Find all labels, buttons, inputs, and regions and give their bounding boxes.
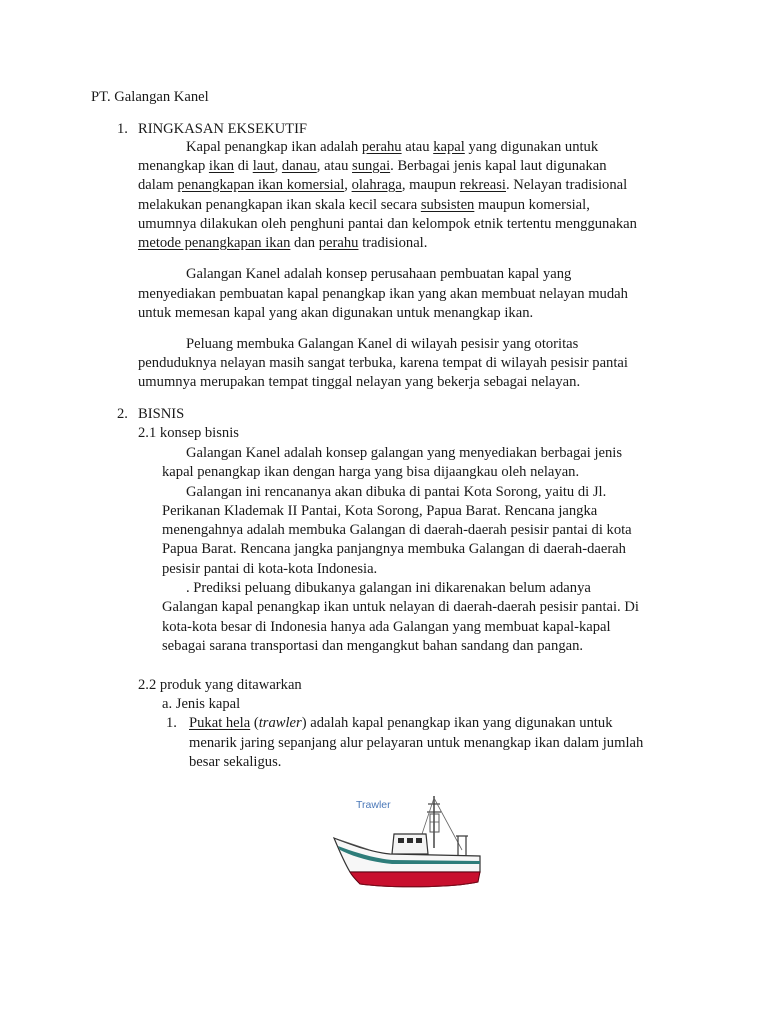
s2-p2-line5: pesisir pantai di kota-kota Indonesia.	[162, 561, 378, 577]
list-item-1-line2: menarik jaring sepanjang alur pelayaran untuk menangkap ikan dalam jumlah	[189, 735, 644, 751]
s1-p1-line4: melakukan penangkapan ikan skala kecil secara subsisten maupun komersial,	[138, 197, 590, 213]
link-danau[interactable]: danau	[281, 158, 317, 174]
subsection-2-1-title: 2.1 konsep bisnis	[138, 425, 239, 441]
s2-p2-line4: Papua Barat. Rencana jangka panjangnya membuka Galangan di daerah-daerah	[162, 541, 626, 557]
link-rekreasi[interactable]: rekreasi	[459, 177, 506, 193]
s1-p1-line5: umumnya dilakukan oleh penghuni pantai dan kelompok etnik tertentu menggunakan	[138, 216, 637, 232]
s2-p2-line2: Perikanan Klademak II Pantai, Kota Sorong, Papua Barat. Rencana jangka	[162, 503, 598, 519]
s1-p3-line1: Peluang membuka Galangan Kanel di wilayah pesisir yang otoritas	[186, 336, 579, 352]
s1-p2-line3: untuk memesan kapal yang akan digunakan untuk menangkap ikan.	[138, 305, 534, 321]
section-1-title: RINGKASAN EKSEKUTIF	[138, 121, 308, 137]
link-pukat-hela[interactable]: Pukat hela	[189, 715, 251, 731]
link-ikan[interactable]: ikan	[208, 158, 235, 174]
s2-p2-line3: menengahnya adalah membuka Galangan di daerah-daerah pesisir pantai di kota	[162, 522, 632, 538]
s2-p1-line1: Galangan Kanel adalah konsep galangan yang menyediakan berbagai jenis	[186, 445, 623, 461]
s2-p2-line1: Galangan ini rencananya akan dibuka di pantai Kota Sorong, yaitu di Jl.	[186, 484, 607, 500]
section-2-title: BISNIS	[138, 406, 185, 422]
section-2-number: 2.	[117, 406, 128, 422]
link-subsisten[interactable]: subsisten	[420, 197, 475, 213]
term-trawler: trawler	[258, 715, 302, 731]
s2-p3-line4: sebagai sarana transportasi dan mengangkut bahan sandang dan pangan.	[162, 638, 584, 654]
link-penangkapan-komersial[interactable]: penangkapan ikan komersial	[177, 177, 345, 193]
s1-p1-line6: metode penangkapan ikan dan perahu tradisional.	[138, 235, 428, 251]
list-item-a: a. Jenis kapal	[162, 696, 241, 712]
link-perahu[interactable]: perahu	[361, 139, 402, 155]
s2-p3-line2: Galangan kapal penangkap ikan untuk nelayan di daerah-daerah pesisir pantai. Di	[162, 599, 639, 615]
link-perahu-2[interactable]: perahu	[318, 235, 359, 251]
s1-p3-line3: umumnya merupakan tempat tinggal nelayan yang bekerja sebagai nelayan.	[138, 374, 581, 390]
link-metode-penangkapan[interactable]: metode penangkapan ikan	[138, 235, 291, 251]
list-item-1-line3: besar sekaligus.	[189, 754, 282, 770]
link-laut[interactable]: laut	[252, 158, 275, 174]
trawler-caption: Trawler	[356, 799, 391, 811]
link-olahraga[interactable]: olahraga	[351, 177, 402, 193]
s1-p2-line1: Galangan Kanel adalah konsep perusahaan pembuatan kapal yang	[186, 266, 572, 282]
trawler-cabin	[392, 834, 428, 854]
s1-p3-line2: penduduknya nelayan masih sangat terbuka, karena tempat di wilayah pesisir pantai	[138, 355, 628, 371]
company-header: PT. Galangan Kanel	[91, 89, 209, 105]
list-item-1-number: 1.	[166, 715, 177, 731]
link-kapal[interactable]: kapal	[433, 139, 465, 155]
s1-p1-line2: menangkap ikan di laut, danau, atau sungai. Berbagai jenis kapal laut digunakan	[138, 158, 607, 174]
s2-p3-line3: kota-kota besar di Indonesia hanya ada Galangan yang membuat kapal-kapal	[162, 619, 611, 635]
section-1-number: 1.	[117, 121, 128, 137]
list-item-1-line1: Pukat hela (trawler) adalah kapal penangkap ikan yang digunakan untuk	[189, 715, 613, 731]
subsection-2-2-title: 2.2 produk yang ditawarkan	[138, 677, 302, 693]
s1-p1-line3: dalam penangkapan ikan komersial, olahraga, maupun rekreasi. Nelayan tradisional	[138, 177, 628, 193]
s1-p1-line1: Kapal penangkap ikan adalah perahu atau kapal yang digunakan untuk	[186, 139, 599, 155]
s2-p1-line2: kapal penangkap ikan dengan harga yang bisa dijaangkau oleh nelayan.	[162, 464, 580, 480]
trawler-illustration	[330, 792, 490, 890]
link-sungai[interactable]: sungai	[352, 158, 391, 174]
s1-p2-line2: menyediakan pembuatan kapal penangkap ikan yang akan membuat nelayan mudah	[138, 286, 628, 302]
s2-p3-line1: . Prediksi peluang dibukanya galangan ini dikarenakan belum adanya	[186, 580, 591, 596]
